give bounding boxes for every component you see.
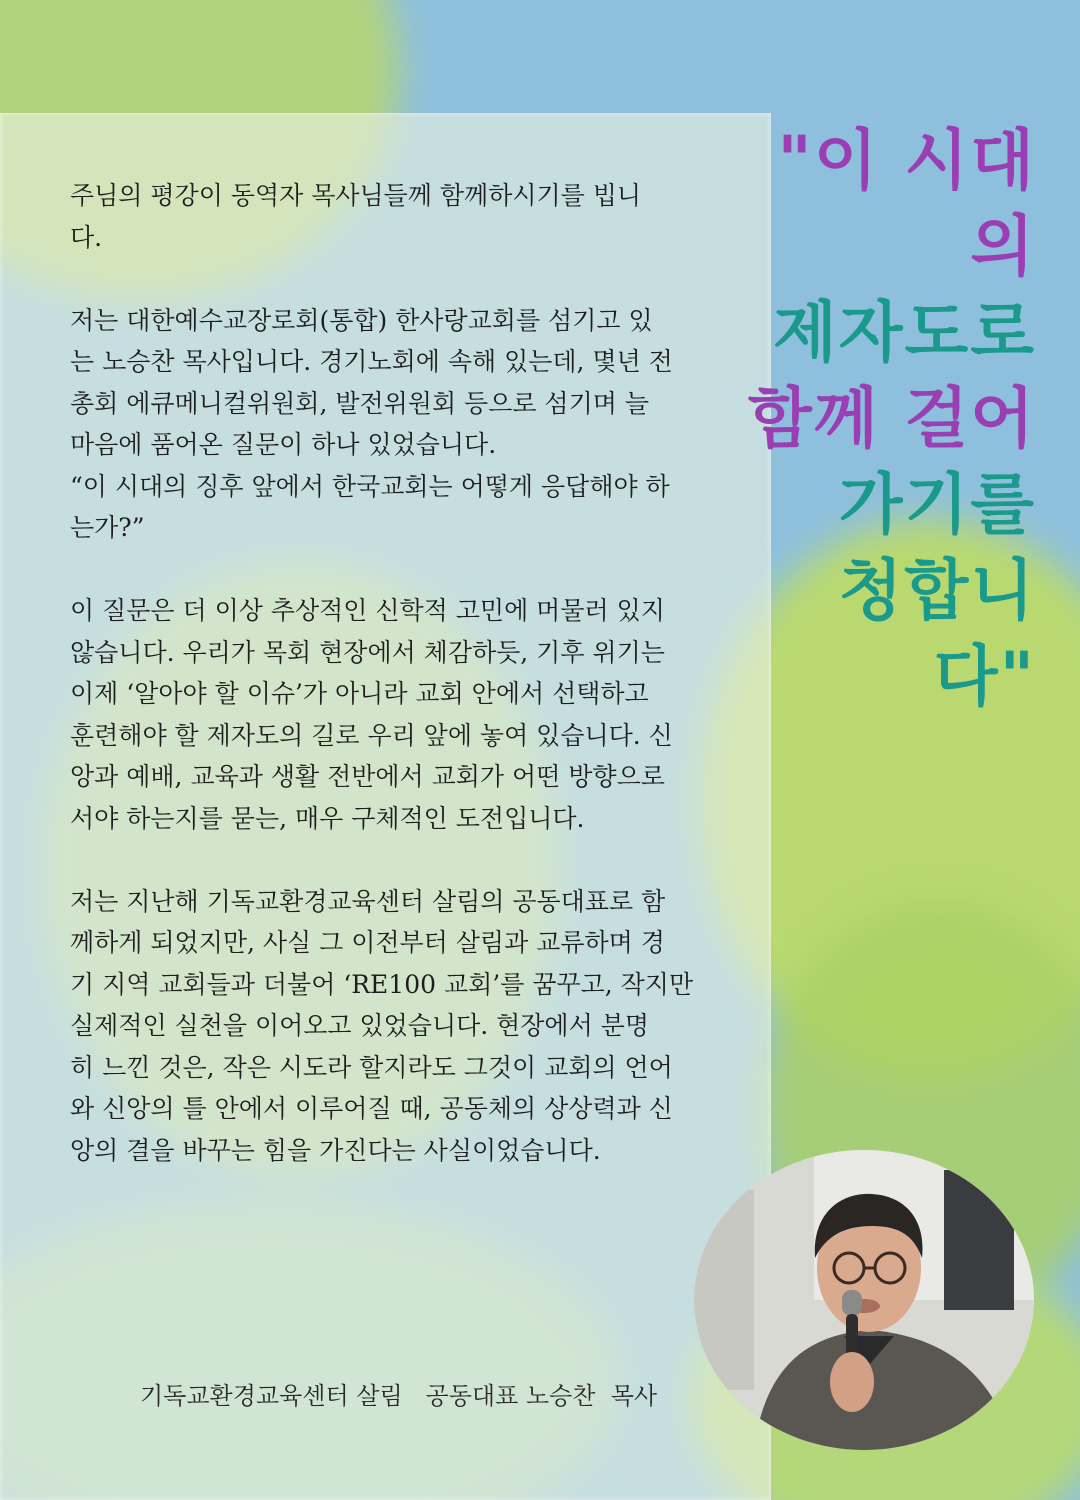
headline-line: 가기를	[838, 466, 1036, 543]
speaker-photo	[694, 1150, 1034, 1450]
headline-line: 제자도로	[772, 294, 1036, 371]
signature: 기독교환경교육센터 살림 공동대표 노승찬 목사	[140, 1382, 658, 1410]
paragraph: 주님의 평강이 동역자 목사님들께 함께하시기를 빕니 다.	[70, 181, 642, 252]
headline-line: 함께 걸어	[747, 380, 1036, 457]
headline-line: "이 시대의	[777, 122, 1036, 285]
paragraph: 이 질문은 더 이상 추상적인 신학적 고민에 머물러 있지 않습니다. 우리가 목회 현장에서 체감하듯, 기후 위기는 이제 ‘알아야 할 이슈’가 아니라 교회 안에서 선택하고 훈련해야 할 제자도의 길로 우리 앞에 놓여 있습니다. 신 앙과 예배, 교육과 생활 전반에서 교회가 어떤 방향으로 서야 하는지를 묻는, 매우 구체적인 도전입니다.	[70, 596, 673, 833]
headline	[746, 118, 1036, 720]
headline-line: 청합니다"	[838, 552, 1036, 715]
speaker-portrait-icon	[694, 1150, 1034, 1450]
letter-body	[70, 175, 710, 1213]
paragraph: 저는 지난해 기독교환경교육센터 살림의 공동대표로 함 께하게 되었지만, 사실 그 이전부터 살림과 교류하며 경 기 지역 교회들과 더불어 ‘RE100 교회’를 꿈꾸고, 작지만 실제적인 실천을 이어오고 있었습니다. 현장에서 분명 히 느낀 것은, 작은 시도라 할지라도 그것이 교회의 언어 와 신앙의 틀 안에서 이루어질 때, 공동체의 상상력과 신 앙의 결을 바꾸는 힘을 가진다는 사실이었습니다.	[70, 886, 694, 1165]
paragraph: 저는 대한예수교장로회(통합) 한사랑교회를 섬기고 있 는 노승찬 목사입니다. 경기노회에 속해 있는데, 몇년 전 총회 에큐메니컬위원회, 발전위원회 등으로 섬기며 늘 마음에 품어온 질문이 하나 있었습니다. “이 시대의 징후 앞에서 한국교회는 어떻게 응답해야 하 는가?”	[70, 305, 673, 542]
